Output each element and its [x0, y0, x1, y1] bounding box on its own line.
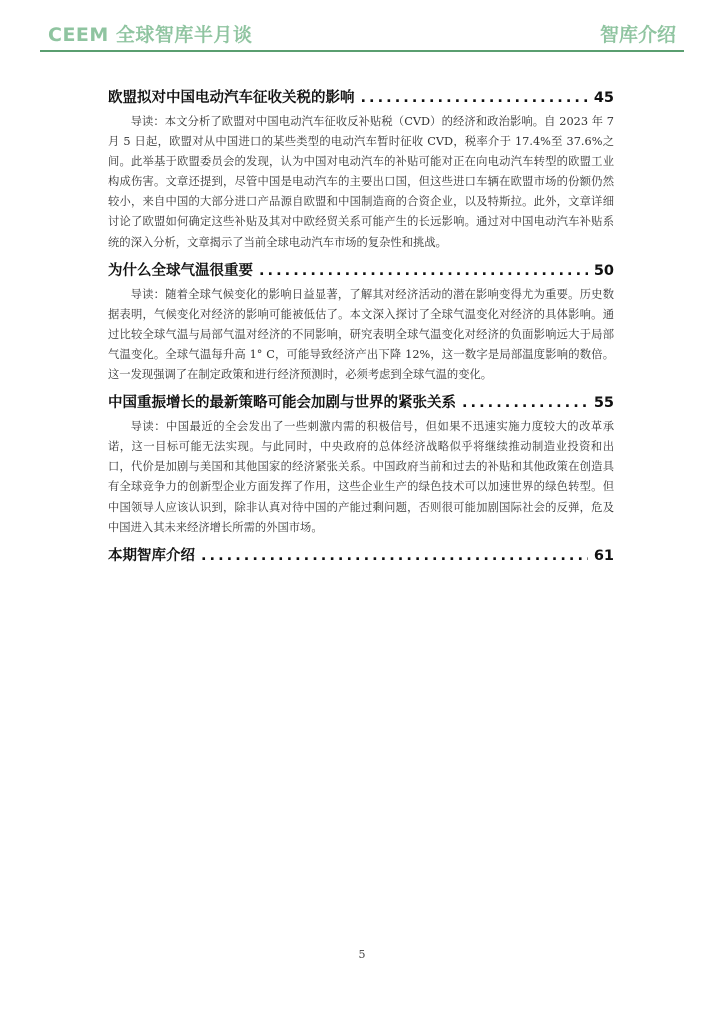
toc-entry-summary: 导读：随着全球气候变化的影响日益显著，了解其对经济活动的潜在影响变得尤为重要。历史数据表明，气候变化对经济的影响可能被低估了。本文深入探讨了全球气温变化对经济的具体影响。通过比较全球气温与局部气温对经济的不同影响，研究表明全球气温变化对经济的负面影响远大于局部气温变化。全球气温每升高 1° C，可能导致经济产出下降 12%，这一数字是局部温度影响的数倍。这一发现强调了在制定政策和进行经济预测时，必须考虑到全球气温的变化。 [108, 287, 614, 382]
toc-page-number[interactable]: 50 [593, 262, 614, 279]
table-of-contents [108, 86, 614, 574]
toc-leader-dots [201, 544, 588, 568]
toc-entry-summary: 导读：本文分析了欧盟对中国电动汽车征收反补贴税（CVD）的经济和政治影响。自 2023 年 7 月 5 日起，欧盟对从中国进口的某些类型的电动汽车暂时征收 CVD，税率介于 17.4%至 37.6%之间。此举基于欧盟委员会的发现，认为中国对电动汽车的补贴可能对正在向电动汽车转型的欧盟工业构成伤害。文章还提到，尽管中国是电动汽车的主要出口国，但这些进口车辆在欧盟市场的份额仍然较小，来自中国的大部分进口产品源自欧盟和中国制造商的合资企业，以及特斯拉。此外，文章详细讨论了欧盟如何确定这些补贴及其对中欧经贸关系可能产生的长远影响。通过对中国电动汽车补贴系统的深入分析，文章揭示了当前全球电动汽车市场的复杂性和挑战。 [108, 115, 614, 249]
toc-entry-eu-ev-tariffs [108, 86, 614, 253]
toc-leader-dots [259, 259, 588, 283]
toc-page-number[interactable]: 61 [593, 547, 614, 564]
footer-page-number: 5 [358, 948, 366, 961]
toc-leader-dots [361, 86, 588, 110]
toc-heading-line[interactable] [108, 259, 614, 283]
page-header [40, 20, 684, 52]
toc-entry-title[interactable]: 欧盟拟对中国电动汽车征收关税的影响 [108, 90, 355, 106]
toc-entry-title[interactable]: 本期智库介绍 [108, 547, 195, 564]
toc-heading-line[interactable] [108, 544, 614, 568]
toc-entry-title[interactable]: 中国重振增长的最新策略可能会加剧与世界的紧张关系 [108, 395, 456, 412]
toc-entry-think-tank-intro [108, 544, 614, 568]
toc-page-number[interactable]: 55 [593, 395, 614, 412]
toc-heading-line[interactable] [108, 391, 614, 415]
toc-page-number[interactable]: 45 [593, 90, 614, 106]
toc-leader-dots [462, 391, 588, 415]
toc-entry-summary: 导读：中国最近的全会发出了一些刺激内需的积极信号，但如果不迅速实施力度较大的改革承诺，这一目标可能无法实现。与此同时，中央政府的总体经济战略似乎将继续推动制造业投资和出口，代价是加剧与美国和其他国家的经济紧张关系。中国政府当前和过去的补贴和其他政策在创造具有全球竞争力的创新型企业方面发挥了作用，这些企业生产的绿色技术可以加速世界的绿色转型。但中国领导人应该认识到，除非认真对待中国的产能过剩问题，否则很可能加剧国际社会的反弹，危及中国进入其未来经济增长所需的外国市场。 [108, 420, 614, 534]
toc-heading-line[interactable] [108, 86, 614, 110]
toc-entry-china-growth-strategy [108, 391, 614, 538]
header-publication-title: CEEM 全球智库半月谈 [48, 24, 253, 46]
header-section-title: 智库介绍 [599, 24, 676, 46]
toc-entry-title[interactable]: 为什么全球气温很重要 [108, 262, 253, 279]
toc-entry-global-temperature [108, 259, 614, 385]
